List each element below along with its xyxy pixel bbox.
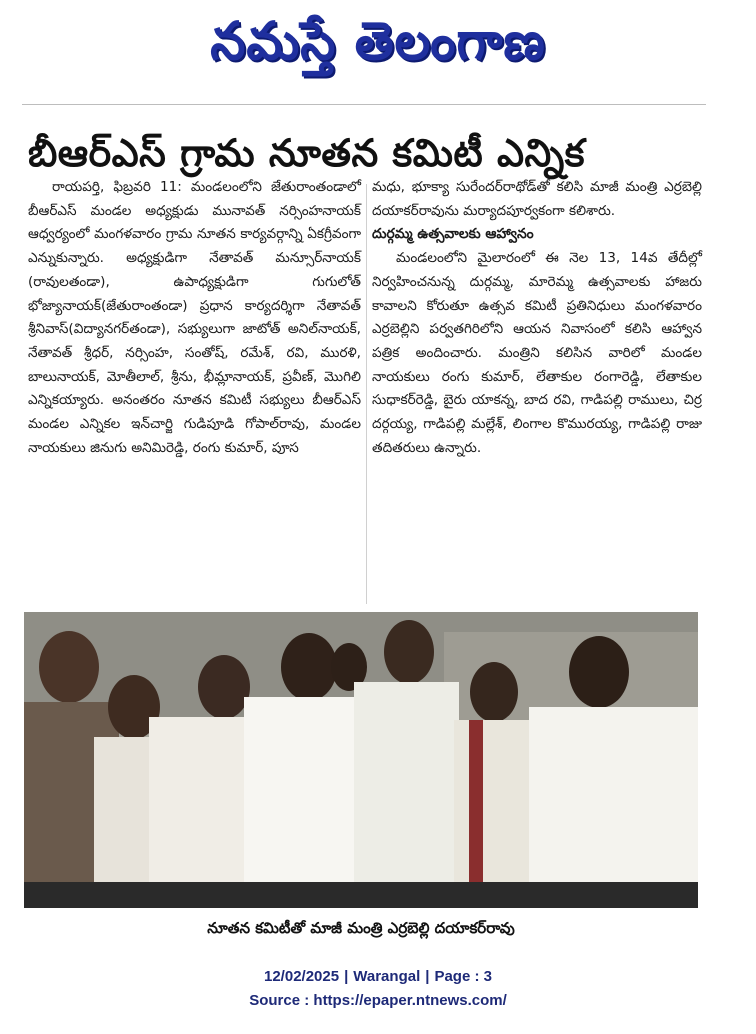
article-headline: బీఆర్ఎస్ గ్రామ నూతన కమిటీ ఎన్నిక: [28, 131, 585, 175]
article-column-left: [28, 176, 361, 606]
photo-caption: నూతన కమిటీతో మాజీ మంత్రి ఎర్రబెల్లి దయాకర్‌రావు: [207, 919, 515, 937]
page-number: Page : 3: [434, 968, 492, 985]
article-paragraph-continued: మధు, భూక్యా సురేందర్‌రాథోడ్‌తో కలిసి మాజీ మంత్రి ఎర్రబెల్లి దయాకర్‌రావును మర్యాదపూర్వకంగా కలిశారు.: [372, 179, 702, 219]
article-paragraph: మండలంలోని మైలారంలో ఈ నెల 13, 14వ తేదీల్లో నిర్వహించనున్న దుర్గమ్మ, మారెమ్మ ఉత్సవాలకు హాజరు కావాలని కోరుతూ ఉత్సవ కమిటీ ప్రతినిధులు మంగళవారం ఎర్రబెల్లిని పర్వతగిరిలోని ఆయన నివాసంలో కలిసి ఆహ్వాన పత్రిక అందించారు. మంత్రిని కలిసిన వారిలో మండల నాయకులు రంగు కుమార్, లేతాకుల రంగారెడ్డి, లేతాకుల సుధాకర్‌రెడ్డి, బైరు యాకన్న, బాద రవి, గాడిపల్లి రాములు, చిర్ర దర్గయ్య, గాడిపల్లి మల్లేశ్, లింగాల కొమురయ్య, గాడిపల్లి రాజు తదితరులు ఉన్నారు.: [372, 250, 702, 456]
column-divider: [366, 184, 367, 604]
edition-info: 12/02/2025 | Warangal | Page : 3: [264, 968, 492, 985]
article-photo: [24, 612, 698, 908]
edition-name: Warangal: [353, 968, 421, 985]
article-subheading: దుర్గమ్మ ఉత్సవాలకు ఆహ్వానం: [372, 226, 534, 243]
masthead: [0, 0, 756, 100]
article-paragraph: రాయపర్తి, ఫిబ్రవరి 11: మండలంలోని జేతురాంతండాలో బీఆర్ఎస్ మండల అధ్యక్షుడు మునావత్ నర్సింహనాయక్ ఆధ్వర్యంలో మంగళవారం గ్రామ నూతన కార్యవర్గాన్ని ఏకగ్రీవంగా ఎన్నుకున్నారు. అధ్యక్షుడిగా నేతావత్ మన్సూర్‌నాయక్ (రావులతండా), ఉపాధ్యక్షుడిగా గుగులోత్ భోజ్యానాయక్(జేతురాంతండా) ప్రధాన కార్యదర్శిగా నేతావత్ శ్రీనివాస్(విద్యానగర్‌తండా), సభ్యులుగా జాటోత్ అనిల్‌నాయక్, నేతావత్ శ్రీధర్, నర్సింహ, సంతోష్, రమేశ్, రవి, మురళి, బాలునాయక్, మోతీలాల్, శ్రీను, భీమ్లానాయక్, ప్రవీణ్, మొగిలి ఎన్నికయ్యారు. అనంతరం నూతన కమిటీ సభ్యులు బీఆర్ఎస్ మండల ఎన్నికల ఇన్‌చార్జి గుడిపూడి గోపాల్‌రావు, మండల నాయకులు జినుగు అనిమిరెడ్డి, రంగు కుమార్, పూస: [28, 179, 361, 456]
masthead-divider: [22, 104, 706, 105]
article-column-right: [372, 176, 702, 596]
edition-date: 12/02/2025: [264, 968, 340, 985]
group-photo-illustration: [24, 612, 698, 908]
newspaper-logo: నమస్తే తెలంగాణ: [210, 10, 546, 72]
source-link[interactable]: Source : https://epaper.ntnews.com/: [249, 992, 507, 1009]
